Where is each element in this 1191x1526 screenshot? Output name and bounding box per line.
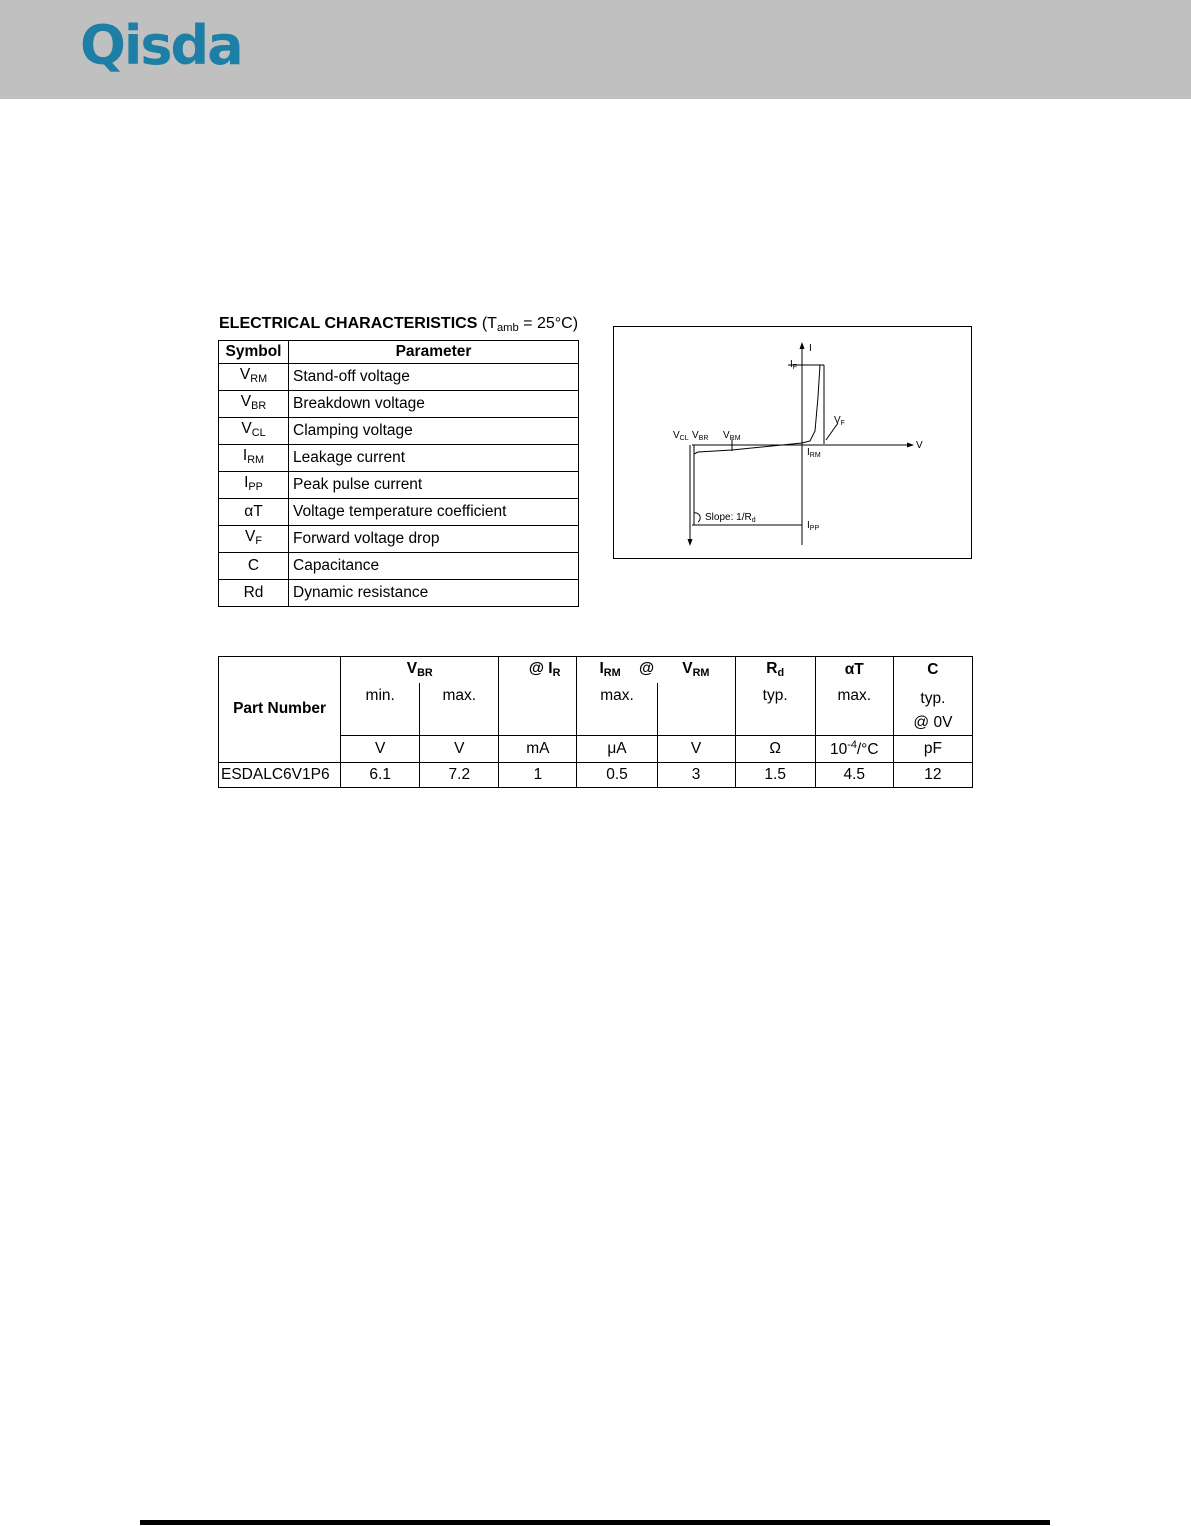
vbr-min-cell: 6.1 — [341, 762, 420, 787]
parameter-cell: Voltage temperature coefficient — [289, 499, 579, 526]
v-axis-label: V — [916, 440, 923, 451]
if-label: $I_F$ — [790, 359, 798, 371]
vbr-label: $V_{BR}$ — [692, 430, 709, 442]
footer-rule — [140, 1520, 1050, 1525]
part-number-cell: ESDALC6V1P6 — [219, 762, 341, 787]
electrical-characteristics-title — [219, 315, 578, 334]
alpha-t-header: αT — [815, 657, 893, 683]
capacitance-typ-label: typ. @ 0V — [893, 683, 972, 736]
parameter-cell: Clamping voltage — [289, 418, 579, 445]
alpha-t-cell: 4.5 — [815, 762, 893, 787]
i-axis-label: I — [809, 343, 812, 354]
forward-curve — [802, 365, 820, 443]
symbol-cell: $V_{CL}$ — [219, 418, 289, 445]
unit-irm: μA — [577, 735, 657, 762]
symbol-cell: αT — [219, 499, 289, 526]
vrm-label: $V_{RM}$ — [723, 430, 741, 442]
rd-typ-label: typ. — [735, 683, 815, 736]
ec-title-bold: ELECTRICAL CHARACTERISTICS — [219, 315, 478, 332]
table-row — [219, 445, 579, 472]
vbr-min-label: min. — [341, 683, 420, 736]
qisda-logo: Qisda — [80, 14, 242, 77]
parameter-column-header: Parameter — [289, 341, 579, 364]
parameter-cell: Leakage current — [289, 445, 579, 472]
ipp-label: $I_{PP}$ — [807, 520, 820, 532]
symbol-cell: $V_F$ — [219, 526, 289, 553]
symbol-cell: $I_{PP}$ — [219, 472, 289, 499]
table-row — [219, 391, 579, 418]
table-row — [219, 364, 579, 391]
unit-vbr-max: V — [420, 735, 499, 762]
table-row — [219, 526, 579, 553]
irm-label: $I_{RM}$ — [807, 447, 821, 459]
parameter-cell: Stand-off voltage — [289, 364, 579, 391]
table-row — [219, 762, 973, 787]
parameter-cell: Forward voltage drop — [289, 526, 579, 553]
ir-empty — [499, 683, 577, 736]
table-row — [219, 418, 579, 445]
symbol-parameter-table — [218, 340, 579, 607]
part-number-table — [218, 656, 973, 788]
vcl-label: $V_{CL}$ — [673, 430, 689, 442]
vbr-header: $V_{BR}$ — [341, 657, 499, 683]
symbol-cell: $V_{RM}$ — [219, 364, 289, 391]
slope-label: Slope: $1/R_d$ — [705, 512, 756, 524]
table-row — [219, 499, 579, 526]
irm-cell: 0.5 — [577, 762, 657, 787]
ec-title-close: = 25°C) — [523, 315, 579, 332]
ec-title-open: (T — [481, 315, 497, 332]
vrm-empty — [657, 683, 735, 736]
parameter-cell: Dynamic resistance — [289, 580, 579, 607]
iv-characteristic-diagram — [613, 326, 972, 559]
slope-arc — [694, 513, 700, 522]
ec-title-sub: amb — [496, 322, 519, 334]
ir-cell: 1 — [499, 762, 577, 787]
parameter-cell: Capacitance — [289, 553, 579, 580]
vrm-header: $V_{RM}$ — [657, 657, 735, 683]
unit-vrm: V — [657, 735, 735, 762]
vbr-max-label: max. — [420, 683, 499, 736]
table-row — [219, 472, 579, 499]
symbol-cell: $V_{BR}$ — [219, 391, 289, 418]
unit-capacitance: pF — [893, 735, 972, 762]
symbol-cell: Rd — [219, 580, 289, 607]
table-row — [219, 553, 579, 580]
rd-cell: 1.5 — [735, 762, 815, 787]
unit-alpha-t: $10^{-4}/^\circ C$ — [815, 735, 893, 762]
parameter-cell: Peak pulse current — [289, 472, 579, 499]
unit-rd: Ω — [735, 735, 815, 762]
rd-header: $R_d$ — [735, 657, 815, 683]
iv-curve-svg — [614, 327, 973, 560]
unit-vbr-min: V — [341, 735, 420, 762]
vrm-cell: 3 — [657, 762, 735, 787]
alpha-t-max-label: max. — [815, 683, 893, 736]
table-row — [219, 580, 579, 607]
irm-header: $I_{RM}$ @ — [577, 657, 657, 683]
capacitance-header: C — [893, 657, 972, 683]
parts-header-row — [219, 657, 973, 683]
parameter-cell: Breakdown voltage — [289, 391, 579, 418]
irm-max-label: max. — [577, 683, 657, 736]
vbr-max-cell: 7.2 — [420, 762, 499, 787]
table-header-row — [219, 341, 579, 364]
capacitance-cell: 12 — [893, 762, 972, 787]
part-number-header: Part Number — [219, 657, 341, 763]
symbol-cell: C — [219, 553, 289, 580]
vf-label: $V_F$ — [834, 415, 845, 427]
ir-header: @ $I_R$ — [499, 657, 577, 683]
unit-ir: mA — [499, 735, 577, 762]
symbol-column-header: Symbol — [219, 341, 289, 364]
symbol-cell: $I_{RM}$ — [219, 445, 289, 472]
header-band — [0, 0, 1191, 99]
